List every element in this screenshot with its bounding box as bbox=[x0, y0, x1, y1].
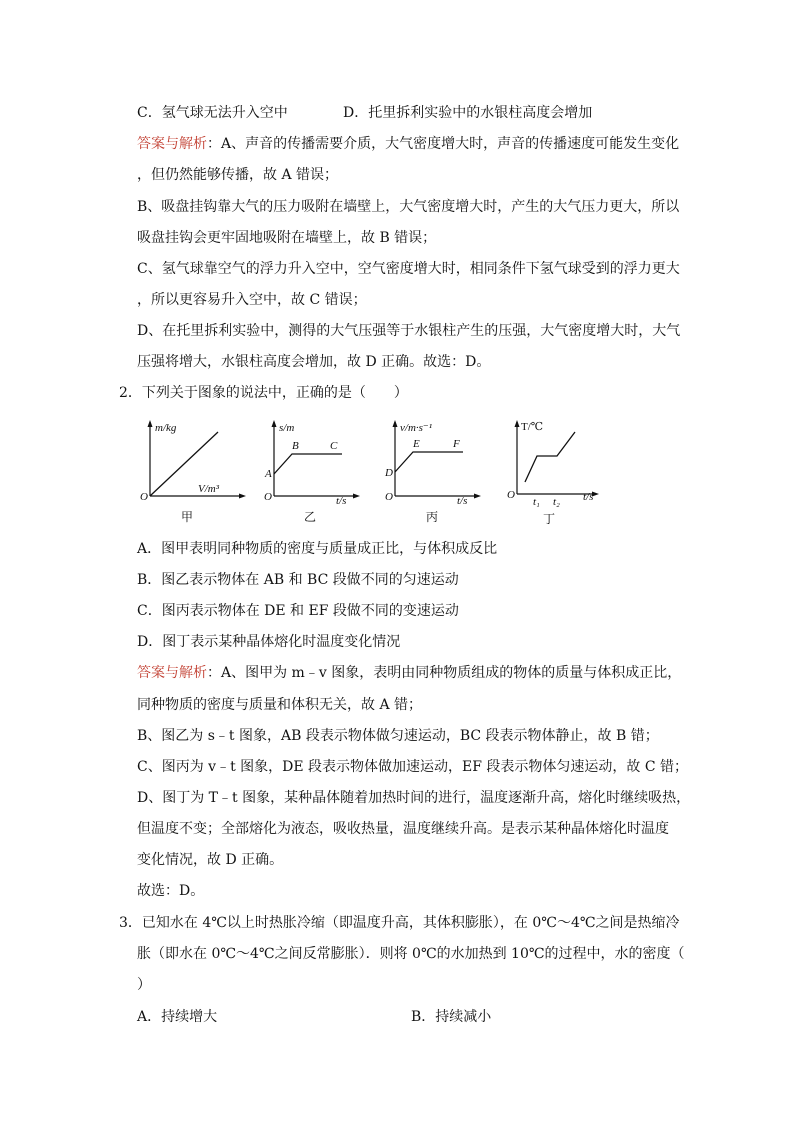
caption-yi: 乙 bbox=[304, 510, 317, 524]
q2-analysis-line-1 bbox=[137, 663, 681, 683]
yi-point-b: B bbox=[292, 440, 299, 452]
caption-jia: 甲 bbox=[181, 510, 194, 524]
q2-analysis-line-7: 变化情况，故 D 正确。 bbox=[137, 852, 284, 868]
q2-stem: 2．下列关于图象的说法中，正确的是（ ） bbox=[119, 385, 408, 401]
q3-option-b: B．持续减小 bbox=[411, 1009, 492, 1025]
q2-option-c: C．图丙表示物体在 DE 和 EF 段做不同的变速运动 bbox=[137, 603, 459, 619]
q1-analysis-line-2: ，但仍然能够传播，故 A 错误； bbox=[137, 167, 339, 183]
graph-bing bbox=[383, 420, 483, 507]
q1-option-d: D．托里拆利实验中的水银柱高度会增加 bbox=[343, 105, 593, 121]
q1-analysis-line-7: D、在托里拆利实验中，测得的大气压强等于水银柱产生的压强，大气密度增大时，大气 bbox=[137, 323, 681, 339]
yi-origin: O bbox=[264, 491, 272, 503]
q2-analysis-line-5: D、图丁为 T﹣t 图象，某种晶体随着加热时间的进行，温度逐渐升高，熔化时继续吸热， bbox=[137, 790, 691, 806]
ding-tick-t2: t₂ bbox=[553, 496, 560, 508]
caption-bing: 丙 bbox=[426, 510, 439, 524]
graph-ding bbox=[505, 418, 605, 508]
yi-xlabel: t/s bbox=[336, 495, 347, 507]
q1-option-c: C．氢气球无法升入空中 bbox=[137, 105, 288, 121]
q3-stem-line-3: ） bbox=[137, 977, 151, 993]
yi-point-a: A bbox=[265, 468, 272, 480]
q2-analysis-line-4: C、图丙为 v﹣t 图象，DE 段表示物体做加速运动，EF 段表示物体匀速运动，故 C 错； bbox=[137, 759, 689, 775]
ding-origin: O bbox=[507, 489, 515, 501]
q2-option-d: D．图丁表示某种晶体熔化时温度变化情况 bbox=[137, 634, 401, 650]
bing-line bbox=[395, 452, 463, 472]
ding-ylabel: T/℃ bbox=[521, 421, 544, 433]
q1-analysis-line-5: C、氢气球靠空气的浮力升入空中，空气密度增大时，相同条件下氢气球受到的浮力更大 bbox=[137, 261, 680, 277]
q2-analysis-line-3: B、图乙为 s﹣t 图象，AB 段表示物体做匀速运动，BC 段表示物体静止，故 B 错； bbox=[137, 728, 659, 744]
q2-analysis-line-8: 故选：D。 bbox=[137, 883, 205, 899]
caption-ding: 丁 bbox=[543, 512, 556, 526]
ding-xlabel: t/s bbox=[583, 491, 594, 503]
q3-option-a: A．持续增大 bbox=[137, 1009, 218, 1025]
bing-point-d: D bbox=[385, 467, 393, 479]
q1-analysis-line-3: B、吸盘挂钩靠大气的压力吸附在墙壁上，大气密度增大时，产生的大气压力更大，所以 bbox=[137, 199, 680, 215]
yi-point-c: C bbox=[330, 440, 338, 452]
bing-ylabel: v/m·s⁻¹ bbox=[400, 422, 433, 434]
ding-tick-t1: t₁ bbox=[533, 496, 540, 508]
ding-line bbox=[525, 432, 575, 482]
q3-stem-line-2: 胀（即水在 0℃～4℃之间反常膨胀）．则将 0℃的水加热到 10℃的过程中，水的密度（ bbox=[137, 946, 685, 962]
q2-analysis-text: ：A、图甲为 m﹣v 图象，表明由同种物质组成的物体的质量与体积成正比， bbox=[207, 665, 682, 681]
q2-analysis-line-6: 但温度不变；全部熔化为液态，吸收热量，温度继续升高。是表示某种晶体熔化时温度 bbox=[137, 821, 669, 837]
bing-point-f: F bbox=[453, 438, 460, 450]
graph-jia bbox=[138, 420, 248, 503]
bing-xlabel: t/s bbox=[457, 495, 468, 507]
q1-analysis-text: ：A、声音的传播需要介质，大气密度增大时，声音的传播速度可能发生变化 bbox=[207, 136, 680, 152]
jia-xlabel: V/m³ bbox=[198, 483, 220, 495]
q2-option-b: B．图乙表示物体在 AB 和 BC 段做不同的匀速运动 bbox=[137, 572, 459, 588]
q1-analysis-line-6: ，所以更容易升入空中，故 C 错误； bbox=[137, 292, 367, 308]
jia-ylabel: m/kg bbox=[155, 422, 177, 434]
q2-analysis-line-2: 同种物质的密度与质量和体积无关，故 A 错； bbox=[137, 697, 423, 713]
graph-yi bbox=[262, 420, 362, 507]
q1-analysis-line-1 bbox=[137, 134, 679, 154]
q1-analysis-line-8: 压强将增大，水银柱高度会增加，故 D 正确。故选：D。 bbox=[137, 354, 491, 370]
jia-origin: O bbox=[140, 491, 148, 503]
yi-ylabel: s/m bbox=[279, 422, 295, 434]
q1-analysis-label: 答案与解析 bbox=[137, 136, 207, 152]
yi-line bbox=[274, 454, 342, 474]
bing-origin: O bbox=[385, 491, 393, 503]
q2-analysis-label: 答案与解析 bbox=[137, 665, 207, 681]
q2-option-a: A．图甲表明同种物质的密度与质量成正比，与体积成反比 bbox=[137, 541, 498, 557]
bing-point-e: E bbox=[413, 438, 420, 450]
q3-stem-line-1: 3．已知水在 4℃以上时热胀冷缩（即温度升高，其体积膨胀），在 0℃～4℃之间是热缩冷 bbox=[119, 915, 680, 931]
q1-analysis-line-4: 吸盘挂钩会更牢固地吸附在墙壁上，故 B 错误； bbox=[137, 230, 437, 246]
